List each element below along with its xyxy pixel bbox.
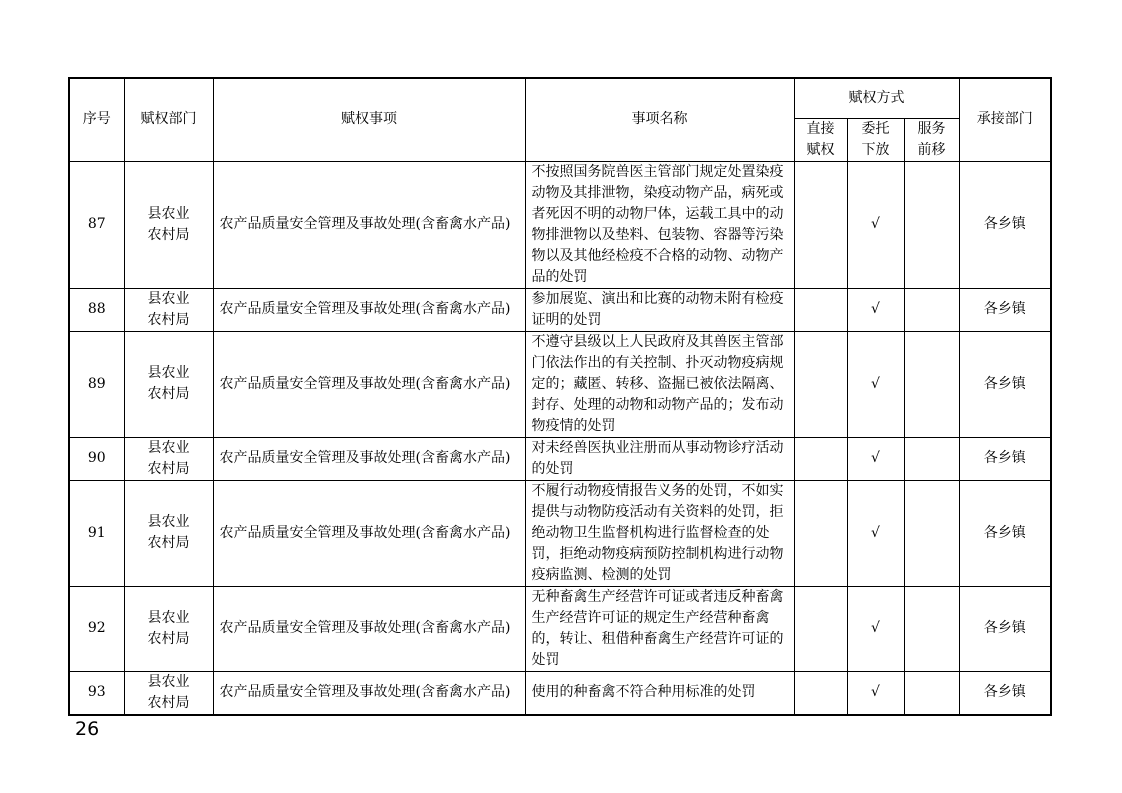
row-matter: 农产品质量安全管理及事故处理(含畜禽水产品)	[213, 331, 525, 437]
row-entrust-check: √	[847, 586, 904, 671]
row-name: 无种畜禽生产经营许可证或者违反种畜禽生产经营许可证的规定生产经营种畜禽的，转让、租借种畜禽生产经营许可证的处罚	[525, 586, 794, 671]
header-entrust: 委托 下放	[847, 118, 904, 161]
row-matter: 农产品质量安全管理及事故处理(含畜禽水产品)	[213, 480, 525, 586]
header-service: 服务 前移	[904, 118, 959, 161]
row-dept: 县农业 农村局	[124, 161, 213, 288]
table-row	[69, 437, 1051, 480]
row-entrust-check: √	[847, 480, 904, 586]
row-seq: 87	[69, 161, 124, 288]
row-entrust-check: √	[847, 331, 904, 437]
row-direct	[794, 480, 847, 586]
row-name: 使用的种畜禽不符合种用标准的处罚	[525, 671, 794, 715]
row-seq: 89	[69, 331, 124, 437]
header-seq: 序号	[69, 78, 124, 161]
row-dept: 县农业 农村局	[124, 671, 213, 715]
row-receiver: 各乡镇	[959, 288, 1051, 331]
row-seq: 92	[69, 586, 124, 671]
row-seq: 88	[69, 288, 124, 331]
row-service	[904, 161, 959, 288]
page-number: 26	[75, 718, 100, 740]
row-entrust-check: √	[847, 437, 904, 480]
table-row	[69, 331, 1051, 437]
row-service	[904, 586, 959, 671]
table-row	[69, 480, 1051, 586]
row-entrust-check: √	[847, 161, 904, 288]
row-name: 对未经兽医执业注册而从事动物诊疗活动的处罚	[525, 437, 794, 480]
header-method: 赋权方式	[794, 78, 959, 118]
row-name: 不遵守县级以上人民政府及其兽医主管部门依法作出的有关控制、扑灭动物疫病规定的；藏匿、转移、盗掘已被依法隔离、封存、处理的动物和动物产品的；发布动物疫情的处罚	[525, 331, 794, 437]
row-receiver: 各乡镇	[959, 586, 1051, 671]
table-row	[69, 671, 1051, 715]
row-name: 参加展览、演出和比赛的动物未附有检疫证明的处罚	[525, 288, 794, 331]
row-name: 不履行动物疫情报告义务的处罚，不如实提供与动物防疫活动有关资料的处罚，拒绝动物卫生监督机构进行监督检查的处罚，拒绝动物疫病预防控制机构进行动物疫病监测、检测的处罚	[525, 480, 794, 586]
row-receiver: 各乡镇	[959, 161, 1051, 288]
header-receiver: 承接部门	[959, 78, 1051, 161]
row-dept: 县农业 农村局	[124, 288, 213, 331]
row-direct	[794, 437, 847, 480]
row-service	[904, 480, 959, 586]
row-direct	[794, 288, 847, 331]
row-service	[904, 437, 959, 480]
row-service	[904, 331, 959, 437]
row-entrust-check: √	[847, 671, 904, 715]
row-service	[904, 288, 959, 331]
row-receiver: 各乡镇	[959, 671, 1051, 715]
row-seq: 91	[69, 480, 124, 586]
row-matter: 农产品质量安全管理及事故处理(含畜禽水产品)	[213, 288, 525, 331]
header-direct: 直接 赋权	[794, 118, 847, 161]
row-matter: 农产品质量安全管理及事故处理(含畜禽水产品)	[213, 161, 525, 288]
header-dept: 赋权部门	[124, 78, 213, 161]
row-seq: 90	[69, 437, 124, 480]
row-service	[904, 671, 959, 715]
row-seq: 93	[69, 671, 124, 715]
row-direct	[794, 671, 847, 715]
row-receiver: 各乡镇	[959, 331, 1051, 437]
table-row	[69, 586, 1051, 671]
row-name: 不按照国务院兽医主管部门规定处置染疫动物及其排泄物，染疫动物产品，病死或者死因不明的动物尸体，运载工具中的动物排泄物以及垫料、包装物、容器等污染物以及其他经检疫不合格的动物、动物产品的处罚	[525, 161, 794, 288]
row-dept: 县农业 农村局	[124, 437, 213, 480]
table-row	[69, 161, 1051, 288]
row-matter: 农产品质量安全管理及事故处理(含畜禽水产品)	[213, 437, 525, 480]
row-matter: 农产品质量安全管理及事故处理(含畜禽水产品)	[213, 671, 525, 715]
row-direct	[794, 586, 847, 671]
row-dept: 县农业 农村局	[124, 331, 213, 437]
authorization-table	[68, 77, 1052, 716]
header-matter: 赋权事项	[213, 78, 525, 161]
row-matter: 农产品质量安全管理及事故处理(含畜禽水产品)	[213, 586, 525, 671]
table-row	[69, 288, 1051, 331]
row-entrust-check: √	[847, 288, 904, 331]
row-receiver: 各乡镇	[959, 437, 1051, 480]
row-direct	[794, 331, 847, 437]
row-dept: 县农业 农村局	[124, 480, 213, 586]
row-dept: 县农业 农村局	[124, 586, 213, 671]
row-direct	[794, 161, 847, 288]
header-name: 事项名称	[525, 78, 794, 161]
row-receiver: 各乡镇	[959, 480, 1051, 586]
